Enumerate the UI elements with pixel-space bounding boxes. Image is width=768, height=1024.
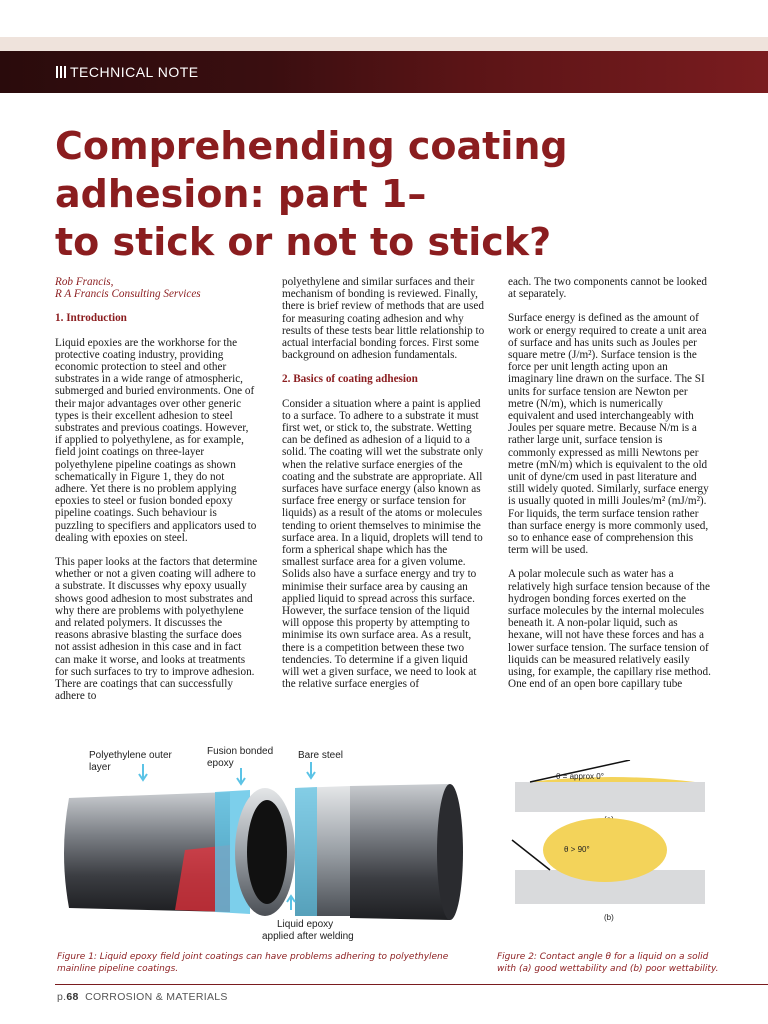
angle-label-a: θ = approx 0° xyxy=(556,772,604,781)
title-line-2: adhesion: part 1– xyxy=(55,172,427,216)
text-column-1 xyxy=(55,276,258,715)
label-fbe-line2: epoxy xyxy=(207,758,234,769)
pipe-bore xyxy=(247,800,287,904)
solid-surface-a xyxy=(515,782,705,812)
text-column-3 xyxy=(508,276,711,703)
section-banner xyxy=(0,51,768,93)
title-line-1: Comprehending coating xyxy=(55,124,568,168)
label-b: (b) xyxy=(604,913,614,922)
angle-label-b: θ > 90° xyxy=(564,845,590,854)
figure-1-pipe-illustration xyxy=(55,740,475,945)
droplet-a xyxy=(530,777,695,782)
paragraph: Surface energy is defined as the amount of work or energy required to create a unit area of surface and has units such as Joules per square metre (J/m²). Surface tension is the force per unit length acting upon an imaginary line drawn on the surface. The SI units for surface tension are Newton per metre (N/m), which is numerically equivalent and used interchangeably with Joules per square metre. Because N/m is a rather large unit, surface tension is commonly expressed as milli Newtons per metre (mN/m) which is equivalent to the old unit of dyne/cm used in past literature and still widely quoted. Similarly, surface energy is usually quoted in milli Joules/m² (mJ/m²). For liquids, the term surface tension rather than surface energy is more commonly used, so to enhance ease of comprehension this term will be used. xyxy=(508,312,709,557)
label-polyethylene-line2: layer xyxy=(89,762,111,773)
footer-rule xyxy=(55,984,768,985)
section-label: TECHNICAL NOTE xyxy=(56,64,199,80)
label-liquid-epoxy-line2: applied after welding xyxy=(262,931,354,942)
figure-2-caption: Figure 2: Contact angle θ for a liquid on a solid with (a) good wettability and (b) poor wettability. xyxy=(497,952,719,974)
label-liquid-epoxy: Liquid epoxy xyxy=(277,919,334,930)
article-title xyxy=(55,122,695,266)
label-bare-steel: Bare steel xyxy=(298,750,344,761)
fbe-band-right xyxy=(295,787,317,916)
paragraph: A polar molecule such as water has a relatively high surface tension because of the hydrogen bonding forces exerted on the surface molecules by the internal molecules beneath it. A non-polar liquid, such as hexane, will not have these forces and has a lower surface tension. The surface tension of liquids can be measured relatively easily using, for example, the capillary rise method. One end of an open bore capillary tube xyxy=(508,568,711,691)
publication-name: CORROSION & MATERIALS xyxy=(85,991,228,1003)
author-org: R A Francis Consulting Services xyxy=(55,288,201,301)
pipe-right-end xyxy=(437,784,463,920)
paragraph: Liquid epoxies are the workhorse for the protective coating industry, providing economic protection to steel and other substrates in a wide range of atmospheric, submerged and buried environments. One of their major advantages over other generic types is their excellent adhesion to steel substrates and previous coatings. However, if applied to polyethylene, as for example, field joint coatings on three-layer polyethylene pipeline coatings as shown schematically in Figure 1, they do not adhere. Yet there is no problem applying epoxies to steel or fusion bonded epoxy pipeline coatings. Such behaviour is puzzling to specifiers and applicators used to dealing with epoxies on steel. xyxy=(55,336,257,544)
page-footer xyxy=(57,991,228,1003)
paragraph: each. The two components cannot be looked at separately. xyxy=(508,276,707,301)
paragraph: This paper looks at the factors that determine whether or not a given coating will adhere to a substrate. It discusses why epoxy usually shows good adhesion to most substrates and why there are problems with polyethylene and related polymers. It discusses the reasons abrasive blasting the surface does not assist adhesion in this case and in fact can make it worse, and looks at treatments for such surfaces to try to improve adhesion. There are coatings that can successfully adhere to xyxy=(55,556,258,703)
text-column-2 xyxy=(282,276,485,703)
top-strip xyxy=(0,37,768,51)
author-block xyxy=(55,276,258,300)
figure-2-contact-angle xyxy=(510,760,710,945)
section-heading-introduction: 1. Introduction xyxy=(55,312,127,325)
section-heading-basics: 2. Basics of coating adhesion xyxy=(282,373,418,386)
label-fbe: Fusion bonded xyxy=(207,746,274,757)
bars-icon xyxy=(56,66,66,78)
title-line-3: to stick or not to stick? xyxy=(55,220,552,264)
page-number: 68 xyxy=(66,991,79,1003)
figure-1-caption: Figure 1: Liquid epoxy field joint coatings can have problems adhering to polyethylene mainline pipeline coatings. xyxy=(57,952,449,974)
label-polyethylene: Polyethylene outer xyxy=(89,750,172,761)
paragraph: polyethylene and similar surfaces and their mechanism of bonding is reviewed. Finally, there is brief review of methods that are used for measuring coating adhesion and why results of these tests bear little relationship to actual interfacial bonding forces. First some background on adhesion fundamentals. xyxy=(282,276,485,362)
author-name: Rob Francis, xyxy=(55,276,114,288)
paragraph: Consider a situation where a paint is applied to a surface. To adhere to a substrate it must first wet, or stick to, the substrate. Wetting can be defined as adhesion of a liquid to a solid. The coating will wet the substrate only when the relative surface energies of the coating and the substrate are appropriate. All surfaces have surface energy (also known as surface free energy or surface tension for liquids) as a result of the atoms or molecules tending to orient themselves to minimise the surface area. In a liquid, droplets will tend to form a spherical shape which has the smallest surface area for a given volume. Solids also have a surface energy and try to minimise their surface area by causing an applied liquid to spread across this surface. However, the surface tension of the liquid will oppose this property by attempting to minimise its own surface area. As a result, there is a competition between these two tendencies. To determine if a given liquid will wet a given surface, we need to look at the relative surface energies of xyxy=(282,397,484,691)
page-prefix: p. xyxy=(57,991,67,1003)
